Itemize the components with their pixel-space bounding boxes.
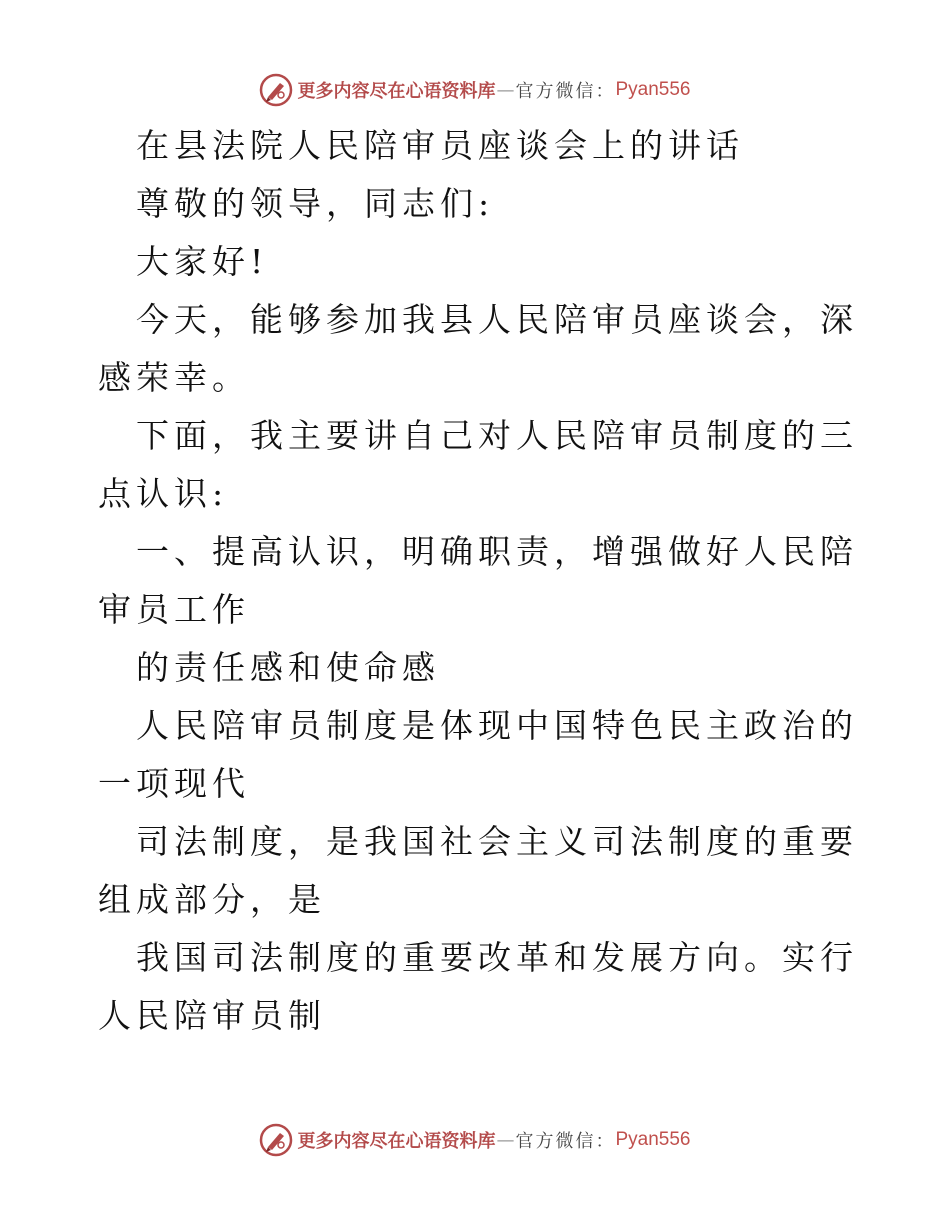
footer-watermark <box>0 1120 950 1160</box>
paragraph: 人民陪审员制度是体现中国特色民主政治的一项现代 <box>98 706 858 803</box>
document-body <box>98 117 858 1045</box>
greeting: 大家好! <box>136 242 269 281</box>
header-watermark <box>0 70 950 110</box>
salutation: 尊敬的领导，同志们: <box>136 184 495 223</box>
watermark-separator: — <box>496 79 515 101</box>
watermark-text: 更多内容尽在心语资料库 <box>297 81 496 102</box>
paragraph: 司法制度，是我国社会主义司法制度的重要组成部分，是 <box>98 822 858 919</box>
watermark-text: 更多内容尽在心语资料库 <box>297 1131 496 1152</box>
pen-logo-icon <box>259 1123 293 1157</box>
watermark-label: 官方微信： <box>515 81 616 102</box>
document-title: 在县法院人民陪审员座谈会上的讲话 <box>136 126 744 165</box>
paragraph: 我国司法制度的重要改革和发展方向。实行人民陪审员制 <box>98 938 858 1035</box>
section-heading: 一、提高认识，明确职责，增强做好人民陪审员工作 <box>98 532 858 629</box>
pen-logo-icon <box>259 73 293 107</box>
paragraph: 今天，能够参加我县人民陪审员座谈会，深感荣幸。 <box>98 300 858 397</box>
section-heading-continued: 的责任感和使命感 <box>136 648 440 687</box>
watermark-id: Pyan556 <box>615 1129 691 1150</box>
watermark-id: Pyan556 <box>615 79 691 100</box>
paragraph: 下面，我主要讲自己对人民陪审员制度的三点认识: <box>98 416 858 513</box>
watermark-label: 官方微信： <box>515 1131 616 1152</box>
watermark-separator: — <box>496 1129 515 1151</box>
